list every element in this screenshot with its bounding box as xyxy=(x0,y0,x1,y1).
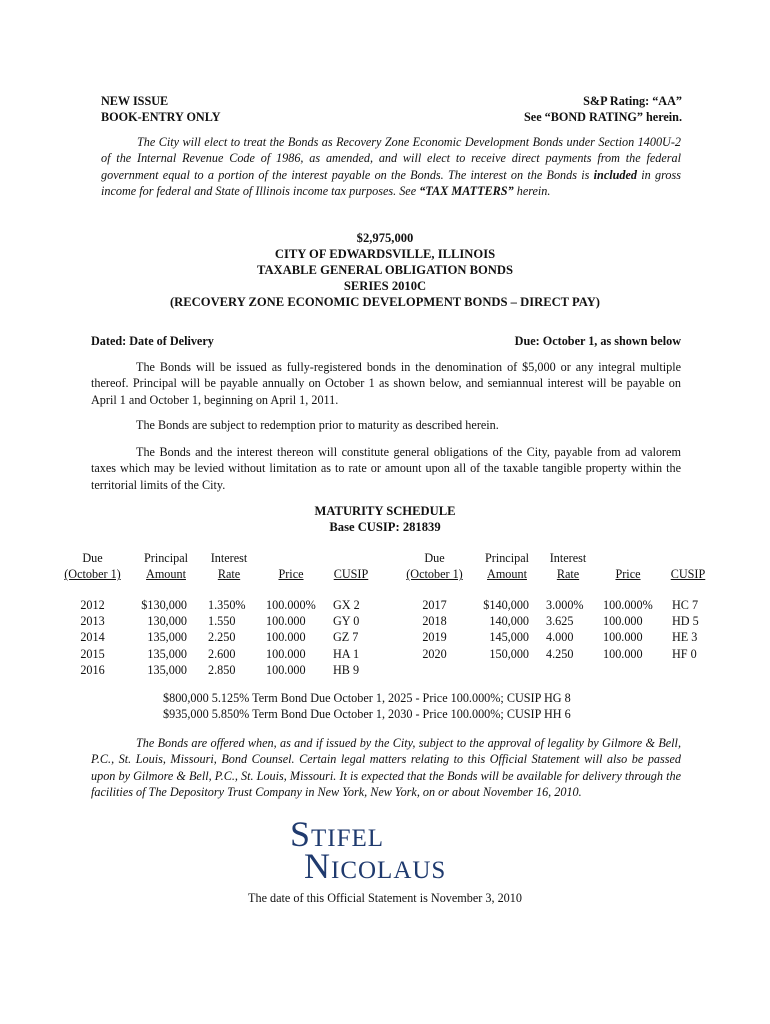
hdr-cusip-left xyxy=(326,566,376,582)
hdr-due-left xyxy=(55,550,130,582)
table-cell-amount: 140,000 xyxy=(489,614,529,629)
intro-part3: herein. xyxy=(513,183,551,198)
obligation-paragraph: The Bonds and the interest thereon will constitute general obligations of the City, payable from ad valorem taxes which may be levied without limitation as to rate or amount upon all of the taxable tangible property within the territorial limits of the City. xyxy=(91,445,681,492)
table-cell-cusip: HE 3 xyxy=(672,630,698,645)
hdr-due-text: Due xyxy=(424,551,445,565)
hdr-principal-left xyxy=(135,550,197,582)
table-cell-year: 2012 xyxy=(80,598,105,612)
table-cell-price: 100.000 xyxy=(266,630,306,645)
table-cell-rate: 4.250 xyxy=(546,646,574,661)
due-line: Due: October 1, as shown below xyxy=(514,334,681,348)
denomination-paragraph: The Bonds will be issued as fully-registered bonds in the denomination of $5,000 or any integral multiple thereof. Principal will be payable annually on October 1 as shown below, and semiannual interest will be payable on April 1 and October 1, beginning on April 1, 2011. xyxy=(91,360,681,407)
table-cell-price: 100.000 xyxy=(266,662,306,677)
table-cell-price: 100.000 xyxy=(603,646,643,661)
table-cell-year: 2016 xyxy=(80,662,105,677)
right-cusip-column xyxy=(672,597,717,662)
intro-part1: The City will elect to treat the Bonds as Recovery Zone Economic Development Bonds under Section 1400U-2 of the Internal Revenue Code of 1986, as amended, and will elect to receive direct payments from the federal government equal to a portion of the interest payable on the Bonds. The interest on the Bonds is xyxy=(101,135,681,182)
logo-line-2: Nicolaus xyxy=(304,846,447,886)
hdr-october-text: (October 1) xyxy=(64,567,121,582)
hdr-interest-right xyxy=(543,550,593,582)
hdr-price-left xyxy=(266,566,316,582)
table-cell-price: 100.000 xyxy=(266,614,306,629)
table-cell-rate: 1.350% xyxy=(208,598,246,612)
redemption-paragraph: The Bonds are subject to redemption prior to maturity as described herein. xyxy=(136,418,499,432)
bond-subtitle: (RECOVERY ZONE ECONOMIC DEVELOPMENT BONDS – DIRECT PAY) xyxy=(169,295,600,309)
table-cell-price: 100.000 xyxy=(603,614,643,629)
dated-line: Dated: Date of Delivery xyxy=(91,334,214,348)
issuer-name: CITY OF EDWARDSVILLE, ILLINOIS xyxy=(274,247,496,261)
table-cell-cusip: HC 7 xyxy=(672,598,699,612)
hdr-amount-text: Amount xyxy=(487,567,527,582)
table-cell-price: 100.000 xyxy=(266,646,306,661)
table-cell-cusip: GX 2 xyxy=(333,598,360,612)
bond-type: TAXABLE GENERAL OBLIGATION BONDS xyxy=(256,263,513,277)
hdr-price-text: Price xyxy=(615,567,641,581)
term-bond-2025: $800,000 5.125% Term Bond Due October 1, 2025 - Price 100.000%; CUSIP HG 8 xyxy=(163,691,571,705)
logo-line-1: Stifel xyxy=(290,814,385,854)
hdr-cusip-text: CUSIP xyxy=(333,567,369,581)
right-rate-column xyxy=(546,597,601,662)
table-cell-year: 2015 xyxy=(80,646,105,661)
table-cell-amount: 135,000 xyxy=(147,630,187,645)
left-amount-column xyxy=(130,597,187,678)
intro-part2: in gross income for federal and State of Illinois income tax purposes. See xyxy=(101,167,682,198)
base-cusip: Base CUSIP: 281839 xyxy=(329,520,441,534)
table-cell-amount: 145,000 xyxy=(489,630,529,645)
table-cell-year: 2013 xyxy=(80,614,105,629)
hdr-principal-text: Principal xyxy=(143,551,188,565)
hdr-due-text: Due xyxy=(82,551,103,565)
header-right xyxy=(524,94,682,125)
hdr-interest-text: Interest xyxy=(549,551,587,565)
table-cell-cusip: HD 5 xyxy=(672,614,699,629)
new-issue-label: NEW ISSUE xyxy=(101,94,169,108)
table-cell-cusip: GZ 7 xyxy=(333,630,359,645)
table-cell-cusip: HB 9 xyxy=(333,662,360,677)
statement-date: The date of this Official Statement is November 3, 2010 xyxy=(248,891,522,905)
bond-series: SERIES 2010C xyxy=(343,279,427,293)
issue-amount: $2,975,000 xyxy=(356,231,414,245)
intro-paragraph xyxy=(101,134,681,199)
hdr-cusip-text: CUSIP xyxy=(670,567,706,581)
table-cell-rate: 3.625 xyxy=(546,614,574,629)
table-cell-rate: 2.600 xyxy=(208,646,236,661)
hdr-rate-text: Rate xyxy=(217,567,241,582)
right-price-column xyxy=(603,597,665,662)
stifel-nicolaus-logo xyxy=(290,814,490,886)
left-year-column xyxy=(55,597,130,678)
schedule-heading xyxy=(0,503,770,535)
intro-tax-ref: “TAX MATTERS” xyxy=(419,183,514,198)
hdr-interest-text: Interest xyxy=(210,551,248,565)
table-cell-price: 100.000% xyxy=(603,598,653,612)
book-entry-label: BOOK-ENTRY ONLY xyxy=(101,109,221,124)
table-cell-rate: 3.000% xyxy=(546,598,584,612)
schedule-title: MATURITY SCHEDULE xyxy=(314,504,456,518)
right-year-column xyxy=(397,597,472,662)
right-amount-column xyxy=(472,597,529,662)
hdr-price-text: Price xyxy=(278,567,304,581)
left-rate-column xyxy=(208,597,263,678)
table-cell-year: 2018 xyxy=(422,614,447,629)
sp-rating: S&P Rating: “AA” xyxy=(583,94,682,108)
hdr-rate-text: Rate xyxy=(556,567,580,582)
table-cell-amount: 150,000 xyxy=(489,646,529,661)
hdr-october-text: (October 1) xyxy=(406,567,463,582)
hdr-cusip-right xyxy=(663,566,713,582)
table-cell-year: 2020 xyxy=(422,646,447,661)
table-cell-year: 2017 xyxy=(422,598,447,612)
hdr-amount-text: Amount xyxy=(146,567,186,582)
hdr-principal-right xyxy=(476,550,538,582)
table-cell-amount: 135,000 xyxy=(147,646,187,661)
hdr-interest-left xyxy=(204,550,254,582)
table-cell-rate: 2.850 xyxy=(208,662,236,677)
title-block xyxy=(0,230,770,310)
table-cell-cusip: HF 0 xyxy=(672,646,697,661)
hdr-principal-text: Principal xyxy=(484,551,529,565)
table-cell-amount: $130,000 xyxy=(141,598,187,612)
header-left xyxy=(101,94,221,125)
hdr-due-right xyxy=(397,550,472,582)
table-cell-rate: 2.250 xyxy=(208,630,236,645)
table-cell-amount: 135,000 xyxy=(147,662,187,677)
term-bond-2030: $935,000 5.850% Term Bond Due October 1, 2030 - Price 100.000%; CUSIP HH 6 xyxy=(163,707,571,721)
table-cell-year: 2019 xyxy=(422,630,447,645)
intro-included: included xyxy=(593,167,638,182)
left-cusip-column xyxy=(333,597,378,678)
table-cell-price: 100.000% xyxy=(266,598,316,612)
table-cell-amount: 130,000 xyxy=(147,614,187,629)
left-price-column xyxy=(266,597,328,678)
bond-rating-ref: See “BOND RATING” herein. xyxy=(524,109,682,124)
table-cell-cusip: GY 0 xyxy=(333,614,360,629)
table-cell-price: 100.000 xyxy=(603,630,643,645)
table-cell-amount: $140,000 xyxy=(483,598,529,612)
table-cell-cusip: HA 1 xyxy=(333,646,360,661)
table-cell-year: 2014 xyxy=(80,630,105,645)
hdr-price-right xyxy=(602,566,654,582)
offering-paragraph: The Bonds are offered when, as and if issued by the City, subject to the approval of legality by Gilmore & Bell, P.C., St. Louis, Missouri, Bond Counsel. Certain legal matters relating to this Official Statement will also be passed upon by Gilmore & Bell, P.C., St. Louis, Missouri. It is expected that the Bonds will be available for delivery through the facilities of The Depository Trust Company in New York, New York, on or about November 16, 2010. xyxy=(91,736,681,799)
table-cell-rate: 1.550 xyxy=(208,614,236,629)
table-cell-rate: 4.000 xyxy=(546,630,574,645)
